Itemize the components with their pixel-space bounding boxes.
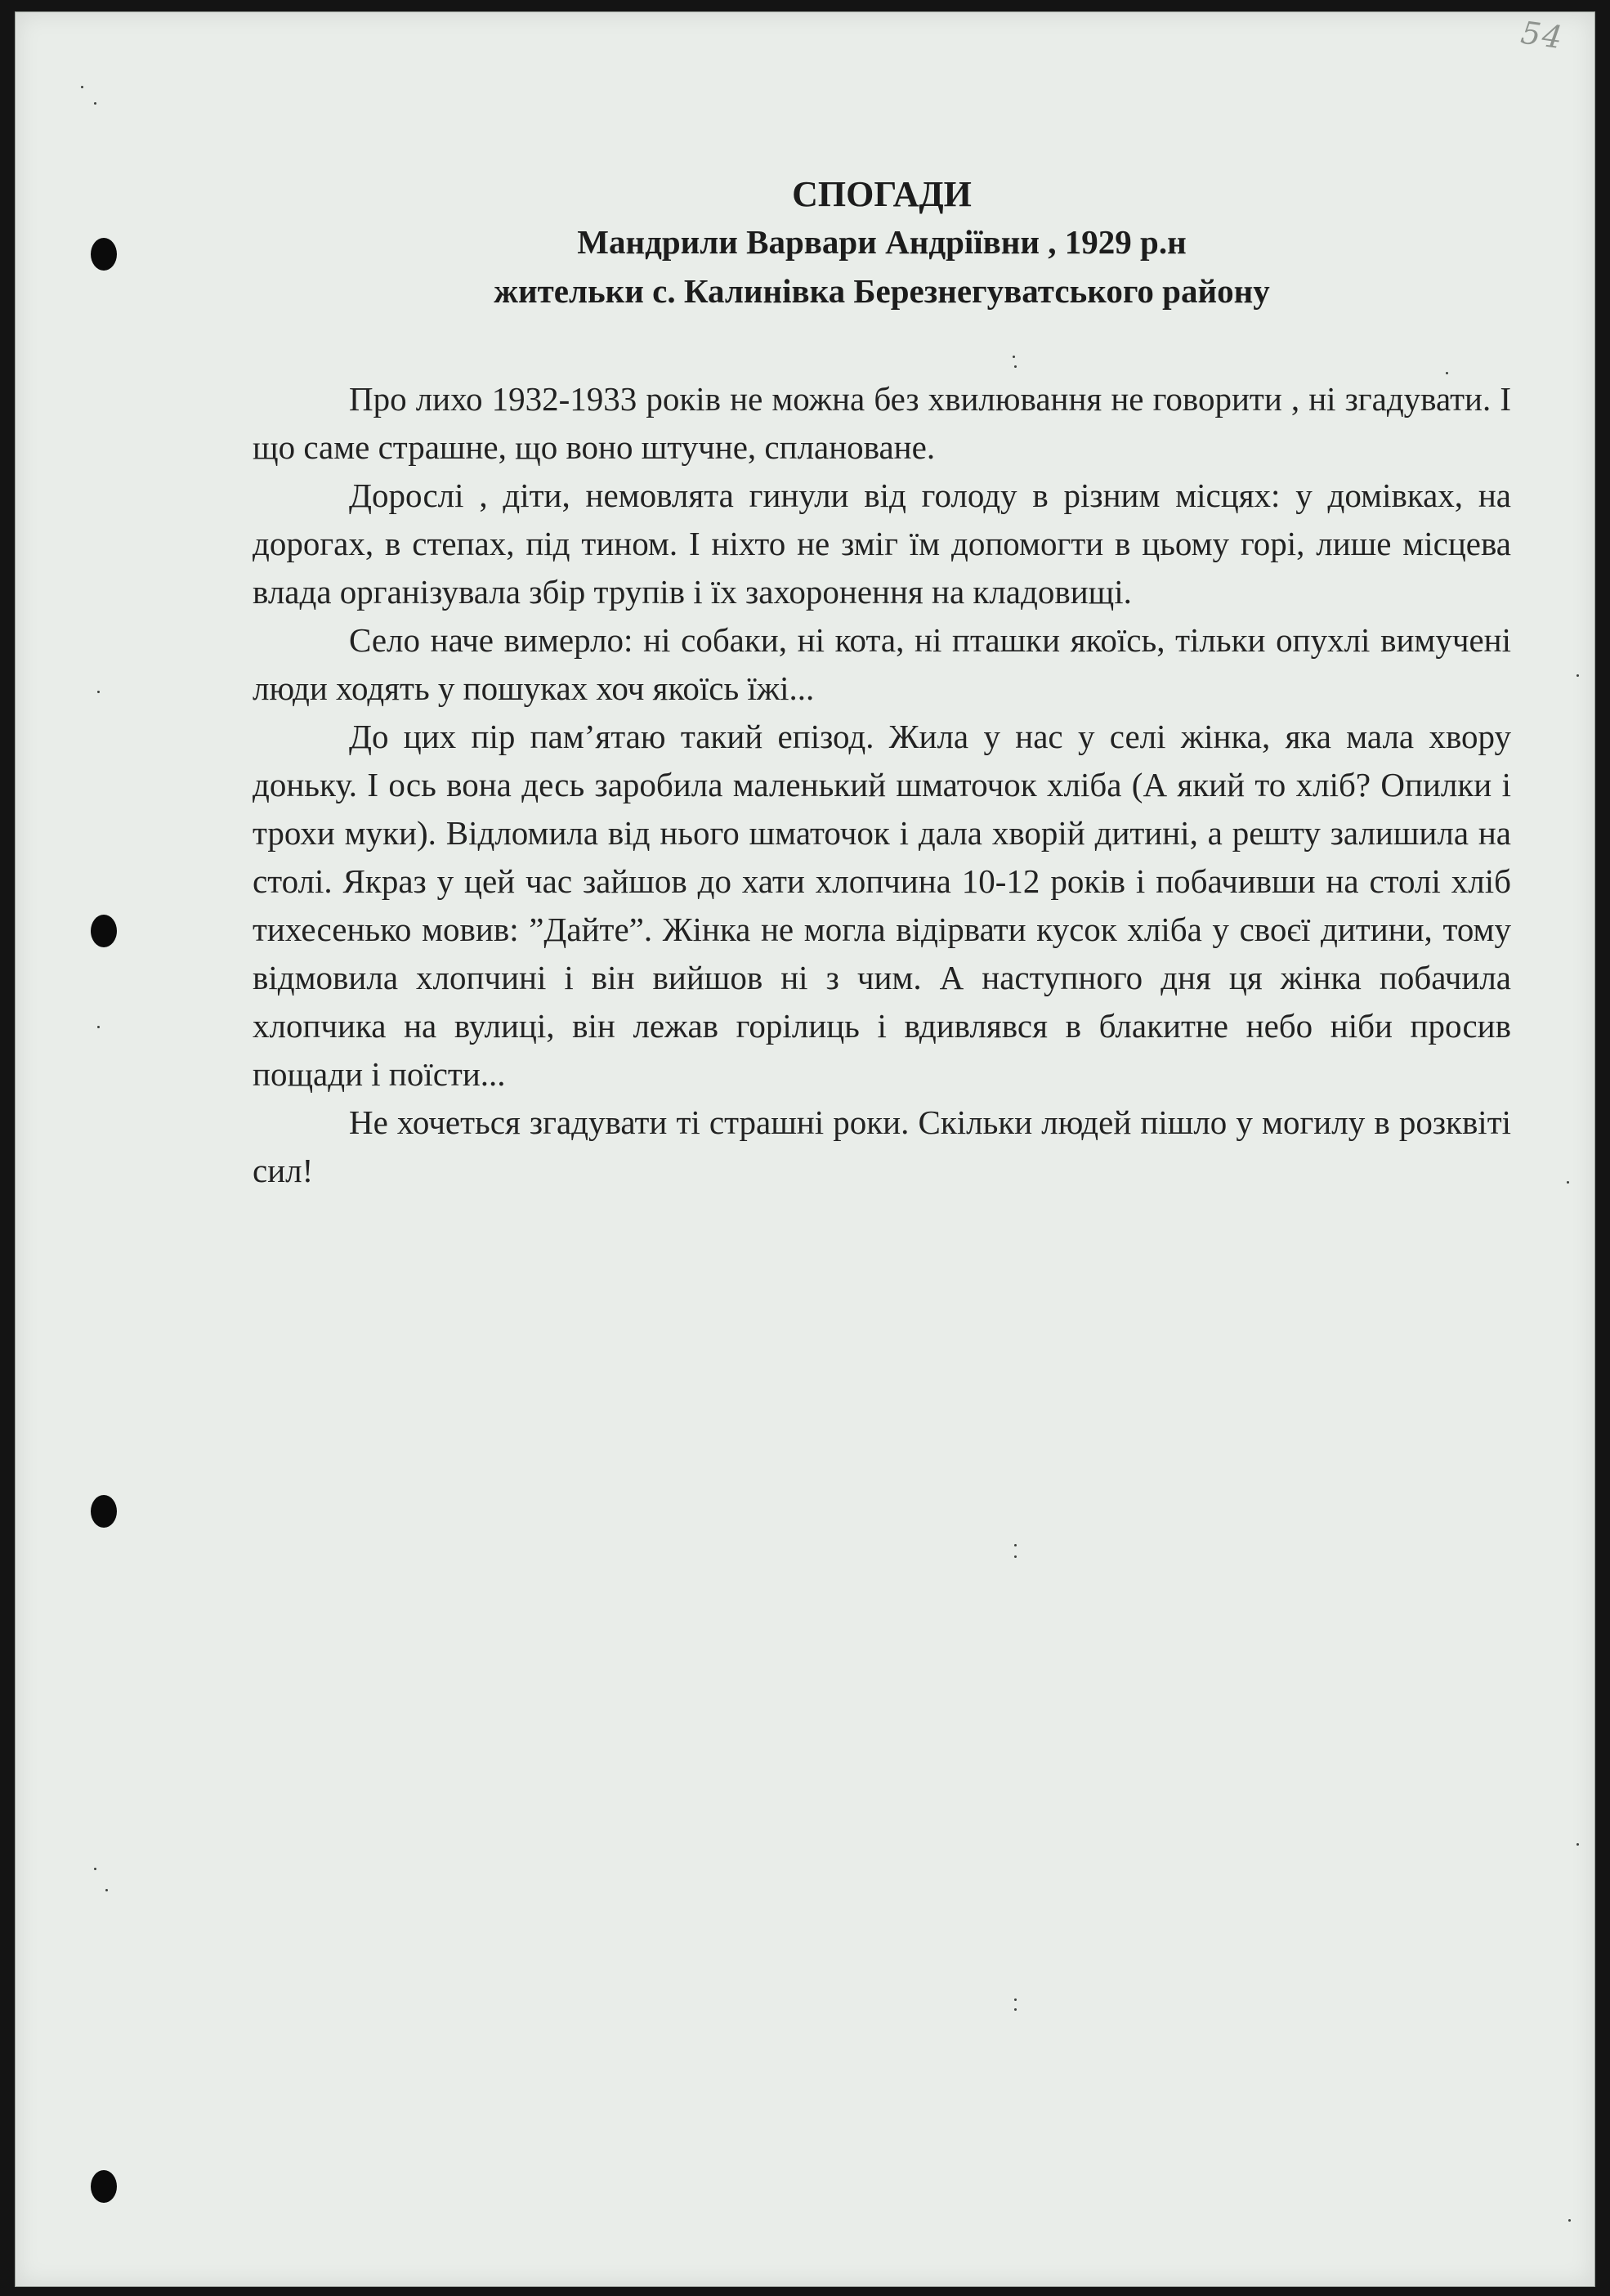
memoir-body — [253, 375, 1511, 1195]
punch-hole-icon — [91, 1495, 117, 1528]
punch-hole-icon — [91, 915, 117, 947]
document-page — [15, 11, 1595, 2287]
scan-speck — [1014, 1544, 1017, 1546]
paragraph: До цих пір пам’ятаю такий епізод. Жила у нас у селі жінка, яка мала хвору доньку. І ось вона десь заробила маленький шматочок хліба (А який то хліб? Опилки і трохи муки). Відломила від нього шматочок і дала хворій дитині, а решту залишила на столі. Якраз у цей час зайшов до хати хлопчина 10-12 років і побачивши на столі хліб тихесенько мовив: ”Дайте”. Жінка не могла відірвати кусок хліба у своєї дитини, тому відмовила хлопчині і він вийшов ні з чим. А наступного дня ця жінка побачила хлопчика на вулиці, він лежав горілиць і вдивлявся в блакитне небо ніби просив пощади і поїсти... — [253, 718, 1511, 1093]
residence-line: жительки с. Калинівка Березнегуватського району — [494, 272, 1270, 310]
scan-speck — [1568, 2219, 1571, 2222]
scan-speck — [1014, 2008, 1017, 2011]
scan-speck — [1576, 674, 1579, 677]
punch-hole-icon — [91, 238, 117, 271]
scan-speck — [1567, 1181, 1569, 1184]
scan-speck — [1576, 1843, 1579, 1846]
scan-speck — [97, 691, 100, 693]
document-header — [244, 172, 1519, 316]
scan-speck — [94, 102, 96, 105]
scan-speck — [97, 1026, 100, 1028]
paragraph: Про лихо 1932-1933 років не можна без хвилювання не говорити , ні згадувати. І що саме страшне, що воно штучне, сплановане. — [253, 380, 1511, 466]
scan-speck — [1013, 356, 1015, 358]
scan-speck — [105, 1889, 108, 1891]
paragraph: Дорослі , діти, немовлята гинули від голоду в різним місцях: у домівках, на дорогах, в степах, під тином. І ніхто не зміг їм допомогти в цьому горі, лише місцева влада організувала збір трупів і їх захоронення на кладовищі. — [253, 477, 1511, 611]
document-title: СПОГАДИ — [792, 174, 972, 214]
scan-speck — [94, 1868, 96, 1870]
scan-speck — [1014, 1998, 1017, 2001]
scan-speck — [1446, 372, 1448, 374]
scan-speck — [1014, 365, 1017, 368]
scan-speck — [81, 86, 83, 88]
paragraph: Село наче вимерло: ні собаки, ні кота, ні пташки якоїсь, тільки опухлі вимучені люди ходять у пошуках хоч якоїсь їжі... — [253, 621, 1511, 707]
paragraph: Не хочеться згадувати ті страшні роки. Скільки людей пішло у могилу в розквіті сил! — [253, 1103, 1511, 1189]
handwritten-page-number: 54 — [1518, 14, 1566, 56]
scan-speck — [1014, 1555, 1017, 1558]
author-line: Мандрили Варвари Андріївни , 1929 р.н — [577, 223, 1187, 261]
punch-hole-icon — [91, 2170, 117, 2203]
